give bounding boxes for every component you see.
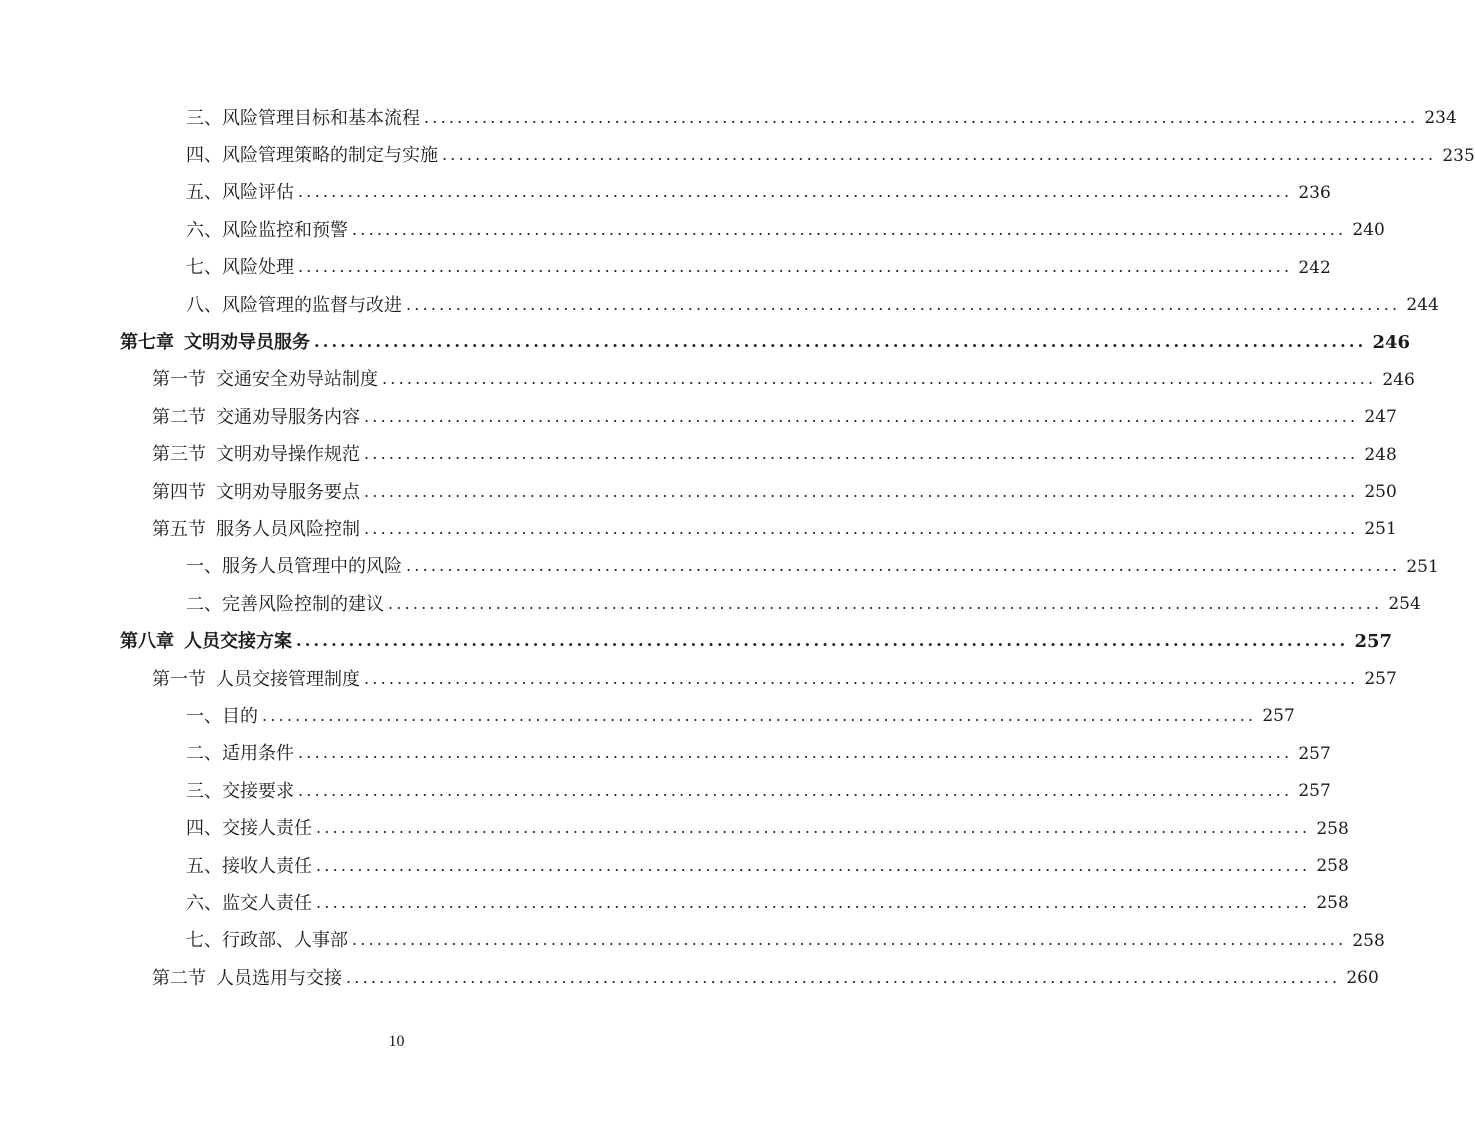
toc-entry-item[interactable] — [0, 287, 1439, 324]
toc-entry-title: 目的 — [222, 705, 258, 727]
toc-entry-title: 风险管理目标和基本流程 — [222, 107, 420, 129]
toc-entry-label — [186, 184, 294, 202]
toc-entry-number: 三、 — [186, 780, 222, 802]
toc-entry-page: 246 — [1382, 369, 1415, 390]
toc-entry-title: 人员交接方案 — [184, 631, 292, 653]
toc-dot-leader: ........................................................................................................................ — [364, 481, 1359, 501]
toc-dot-leader: ........................................................................................................................ — [316, 855, 1311, 875]
toc-entry-page: 240 — [1352, 220, 1385, 241]
toc-entry-label — [186, 780, 294, 802]
toc-dot-leader: ........................................................................................................................ — [352, 219, 1347, 239]
toc-entry-page: 248 — [1364, 444, 1397, 465]
toc-entry-chapter[interactable] — [0, 623, 1393, 660]
toc-entry-page: 236 — [1298, 182, 1331, 203]
toc-entry-title: 风险处理 — [222, 257, 294, 279]
toc-entry-label — [186, 294, 402, 316]
toc-entry-title: 监交人责任 — [222, 892, 312, 914]
toc-dot-leader: ........................................................................................................................ — [262, 705, 1257, 725]
toc-entry-label — [186, 892, 312, 914]
toc-dot-leader: ........................................................................................................................ — [364, 444, 1359, 464]
toc-entry-item[interactable] — [0, 175, 1331, 212]
toc-entry-title: 文明劝导操作规范 — [216, 444, 360, 466]
toc-entry-number: 第五节 — [152, 518, 206, 540]
toc-entry-section[interactable] — [0, 960, 1379, 997]
toc-entry-number: 四、 — [186, 145, 222, 167]
toc-entry-label — [186, 745, 294, 763]
toc-entry-number: 七、 — [186, 257, 222, 279]
toc-entry-title: 风险监控和预警 — [222, 219, 348, 241]
toc-entry-section[interactable] — [0, 474, 1397, 511]
toc-dot-leader: ........................................................................................................................ — [296, 631, 1349, 651]
toc-entry-chapter[interactable] — [0, 324, 1411, 361]
toc-dot-leader: ........................................................................................................................ — [352, 930, 1347, 950]
toc-dot-leader: ........................................................................................................................ — [298, 743, 1293, 763]
toc-entry-page: 257 — [1364, 669, 1397, 690]
toc-entry-label — [152, 371, 378, 389]
table-of-contents — [0, 100, 1475, 997]
toc-entry-section[interactable] — [0, 362, 1415, 399]
toc-dot-leader: ........................................................................................................................ — [364, 518, 1359, 538]
page-number: 10 — [388, 1033, 405, 1050]
toc-entry-label — [186, 855, 312, 877]
toc-entry-number: 六、 — [186, 892, 222, 914]
toc-dot-leader: ........................................................................................................................ — [364, 668, 1359, 688]
toc-entry-label — [152, 446, 360, 464]
toc-entry-title: 人员交接管理制度 — [216, 668, 360, 690]
toc-entry-item[interactable] — [0, 549, 1439, 586]
toc-entry-number: 第七章 — [120, 332, 174, 354]
toc-entry-page: 247 — [1364, 407, 1397, 428]
toc-dot-leader: ........................................................................................................................ — [298, 182, 1293, 202]
toc-entry-label — [152, 668, 360, 690]
toc-entry-number: 第二节 — [152, 406, 206, 428]
toc-entry-label — [186, 705, 258, 727]
toc-entry-page: 246 — [1372, 332, 1411, 354]
toc-entry-title: 文明劝导服务要点 — [216, 481, 360, 503]
toc-entry-page: 254 — [1388, 594, 1421, 615]
toc-entry-title: 人员选用与交接 — [216, 967, 342, 989]
toc-dot-leader: ........................................................................................................................ — [346, 967, 1341, 987]
toc-entry-label — [186, 259, 294, 277]
toc-entry-section[interactable] — [0, 661, 1397, 698]
toc-dot-leader: ........................................................................................................................ — [388, 593, 1383, 613]
toc-entry-number: 第三节 — [152, 444, 206, 466]
toc-entry-number: 二、 — [186, 743, 222, 765]
toc-entry-label — [120, 334, 310, 352]
toc-entry-number: 二、 — [186, 593, 222, 615]
toc-entry-label — [186, 593, 384, 615]
toc-dot-leader: ........................................................................................................................ — [316, 892, 1311, 912]
toc-entry-title: 风险管理策略的制定与实施 — [222, 145, 438, 167]
toc-entry-title: 交接人责任 — [222, 818, 312, 840]
toc-entry-title: 接收人责任 — [222, 855, 312, 877]
toc-dot-leader: ........................................................................................................................ — [382, 369, 1377, 389]
toc-dot-leader: ........................................................................................................................ — [364, 406, 1359, 426]
toc-entry-page: 257 — [1298, 781, 1331, 802]
toc-entry-title: 交接要求 — [222, 780, 294, 802]
toc-entry-page: 234 — [1424, 108, 1457, 129]
toc-dot-leader: ........................................................................................................................ — [298, 780, 1293, 800]
toc-dot-leader: ........................................................................................................................ — [298, 257, 1293, 277]
toc-entry-title: 服务人员管理中的风险 — [222, 556, 402, 578]
toc-entry-item[interactable] — [0, 698, 1295, 735]
toc-entry-item[interactable] — [0, 250, 1331, 287]
toc-entry-label — [152, 967, 342, 989]
toc-entry-page: 251 — [1406, 556, 1439, 577]
toc-entry-title: 行政部、人事部 — [222, 930, 348, 952]
toc-entry-label — [186, 820, 312, 838]
toc-entry-title: 风险评估 — [222, 182, 294, 204]
toc-entry-number: 一、 — [186, 705, 222, 727]
toc-dot-leader: ........................................................................................................................ — [442, 145, 1437, 165]
toc-entry-number: 四、 — [186, 818, 222, 840]
toc-entry-item[interactable] — [0, 810, 1349, 847]
toc-entry-number: 一、 — [186, 556, 222, 578]
toc-entry-item[interactable] — [0, 212, 1385, 249]
toc-entry-number: 八、 — [186, 294, 222, 316]
toc-entry-section[interactable] — [0, 511, 1397, 548]
toc-entry-label — [186, 932, 348, 950]
toc-dot-leader: ........................................................................................................................ — [406, 294, 1401, 314]
toc-entry-number: 六、 — [186, 219, 222, 241]
toc-dot-leader: ........................................................................................................................ — [406, 556, 1401, 576]
toc-entry-number: 七、 — [186, 930, 222, 952]
toc-entry-title: 完善风险控制的建议 — [222, 593, 384, 615]
toc-entry-number: 第二节 — [152, 967, 206, 989]
toc-entry-label — [186, 219, 348, 241]
toc-dot-leader: ........................................................................................................................ — [316, 818, 1311, 838]
toc-entry-number: 第一节 — [152, 668, 206, 690]
toc-entry-page: 258 — [1352, 930, 1385, 951]
toc-entry-number: 第八章 — [120, 631, 174, 653]
toc-entry-title: 服务人员风险控制 — [216, 518, 360, 540]
toc-entry-page: 257 — [1298, 743, 1331, 764]
toc-entry-title: 适用条件 — [222, 743, 294, 765]
toc-dot-leader: ........................................................................................................................ — [314, 332, 1367, 352]
toc-entry-number: 第一节 — [152, 369, 206, 391]
toc-entry-page: 235 — [1442, 145, 1475, 166]
toc-entry-label — [152, 481, 360, 503]
toc-entry-item[interactable] — [0, 586, 1421, 623]
toc-entry-page: 257 — [1262, 706, 1295, 727]
toc-entry-title: 风险管理的监督与改进 — [222, 294, 402, 316]
toc-entry-page: 250 — [1364, 482, 1397, 503]
toc-entry-number: 第四节 — [152, 481, 206, 503]
toc-entry-item[interactable] — [0, 923, 1385, 960]
toc-entry-title: 交通安全劝导站制度 — [216, 369, 378, 391]
toc-entry-label — [120, 633, 292, 651]
toc-entry-item[interactable] — [0, 736, 1331, 773]
toc-entry-item[interactable] — [0, 848, 1349, 885]
toc-entry-number: 三、 — [186, 107, 222, 129]
toc-entry-label — [186, 558, 402, 576]
toc-entry-label — [152, 518, 360, 540]
toc-entry-page: 242 — [1298, 257, 1331, 278]
toc-entry-page: 244 — [1406, 295, 1439, 316]
toc-entry-item[interactable] — [0, 137, 1475, 174]
toc-entry-title: 交通劝导服务内容 — [216, 406, 360, 428]
toc-entry-section[interactable] — [0, 437, 1397, 474]
toc-dot-leader: ........................................................................................................................ — [424, 107, 1419, 127]
toc-entry-page: 260 — [1346, 968, 1379, 989]
toc-entry-page: 251 — [1364, 519, 1397, 540]
toc-entry-number: 五、 — [186, 855, 222, 877]
toc-entry-item[interactable] — [0, 773, 1331, 810]
toc-entry-item[interactable] — [0, 100, 1457, 137]
toc-entry-title: 文明劝导员服务 — [184, 332, 310, 354]
toc-entry-page: 258 — [1316, 856, 1349, 876]
toc-entry-page: 258 — [1316, 818, 1349, 839]
toc-entry-section[interactable] — [0, 399, 1397, 436]
toc-entry-number: 五、 — [186, 182, 222, 204]
toc-entry-page: 257 — [1354, 631, 1393, 653]
toc-entry-label — [186, 107, 420, 129]
toc-entry-item[interactable] — [0, 885, 1349, 922]
toc-entry-label — [186, 147, 438, 165]
toc-entry-page: 258 — [1316, 893, 1349, 914]
toc-entry-label — [152, 406, 360, 428]
